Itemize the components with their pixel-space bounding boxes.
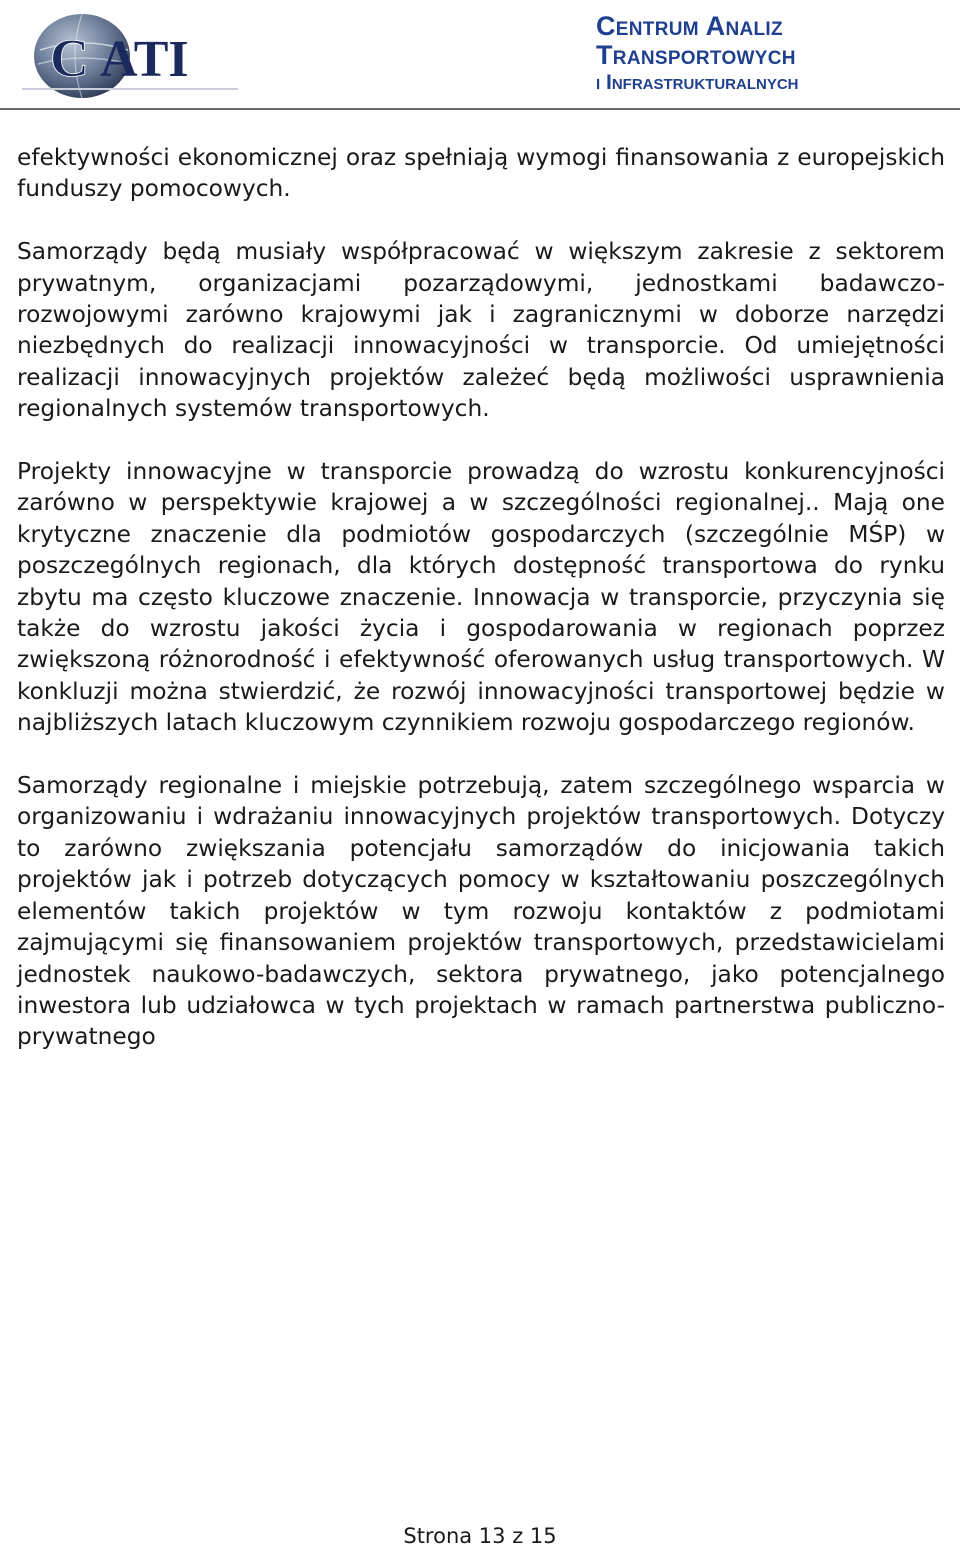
paragraph-1: efektywności ekonomicznej oraz spełniają wymogi finansowania z europejskich funduszy pomocowych.	[17, 144, 945, 203]
org-name-line-2: Transportowych	[596, 40, 796, 70]
svg-text:C: C	[50, 28, 89, 88]
cati-logo	[20, 6, 240, 102]
org-name-line-3: i Infrastrukturalnych	[596, 71, 799, 94]
header-divider	[0, 108, 960, 110]
paragraph-2: Samorządy będą musiały współpracować w większym zakresie z sektorem prywatnym, organizacjami pozarządowymi, jednostkami badawczo-rozwojowymi zarówno krajowymi jak i zagranicznymi w doborze narzędzi niezbędnych do realizacji innowacyjności w transporcie. Od umiejętności realizacji innowacyjnych projektów zależeć będą możliwości usprawnienia regionalnych systemów transportowych.	[17, 238, 945, 423]
page-number: Strona 13 z 15	[403, 1524, 557, 1548]
svg-text:ATI: ATI	[100, 31, 189, 88]
paragraph-4: Samorządy regionalne i miejskie potrzebują, zatem szczególnego wsparcia w organizowaniu i wdrażaniu innowacyjnych projektów transportowych. Dotyczy to zarówno zwiększania potencjału samorządów do inicjowania takich projektów jak i potrzeb dotyczących pomocy w kształtowaniu poszczególnych elementów takich projektów w tym rozwoju kontaktów z podmiotami zajmującymi się finansowaniem projektów transportowych, przedstawicielami jednostek naukowo-badawczych, sektora prywatnego, jako potencjalnego inwestora lub udziałowca w tych projektach w ramach partnerstwa publiczno-prywatnego	[17, 772, 945, 1051]
paragraph-3: Projekty innowacyjne w transporcie prowadzą do wzrostu konkurencyjności zarówno w perspektywie krajowej a w szczególności regionalnej.. Mają one krytyczne znaczenie dla podmiotów gospodarczych (szczególnie MŚP) w poszczególnych regionach, dla których dostępność transportowa do rynku zbytu ma często kluczowe znaczenie. Innowacja w transporcie, przyczynia się także do wzrostu jakości życia i gospodarowania w regionach poprzez zwiększoną różnorodność i efektywność oferowanych usług transportowych. W konkluzji można stwierdzić, że rozwój innowacyjności transportowej będzie w najbliższych latach kluczowym czynnikiem rozwoju gospodarczego regionów.	[17, 458, 945, 737]
page-header	[0, 0, 960, 112]
document-body	[17, 142, 945, 1084]
org-name-line-1: Centrum Analiz	[596, 11, 783, 41]
organization-name	[596, 12, 926, 96]
